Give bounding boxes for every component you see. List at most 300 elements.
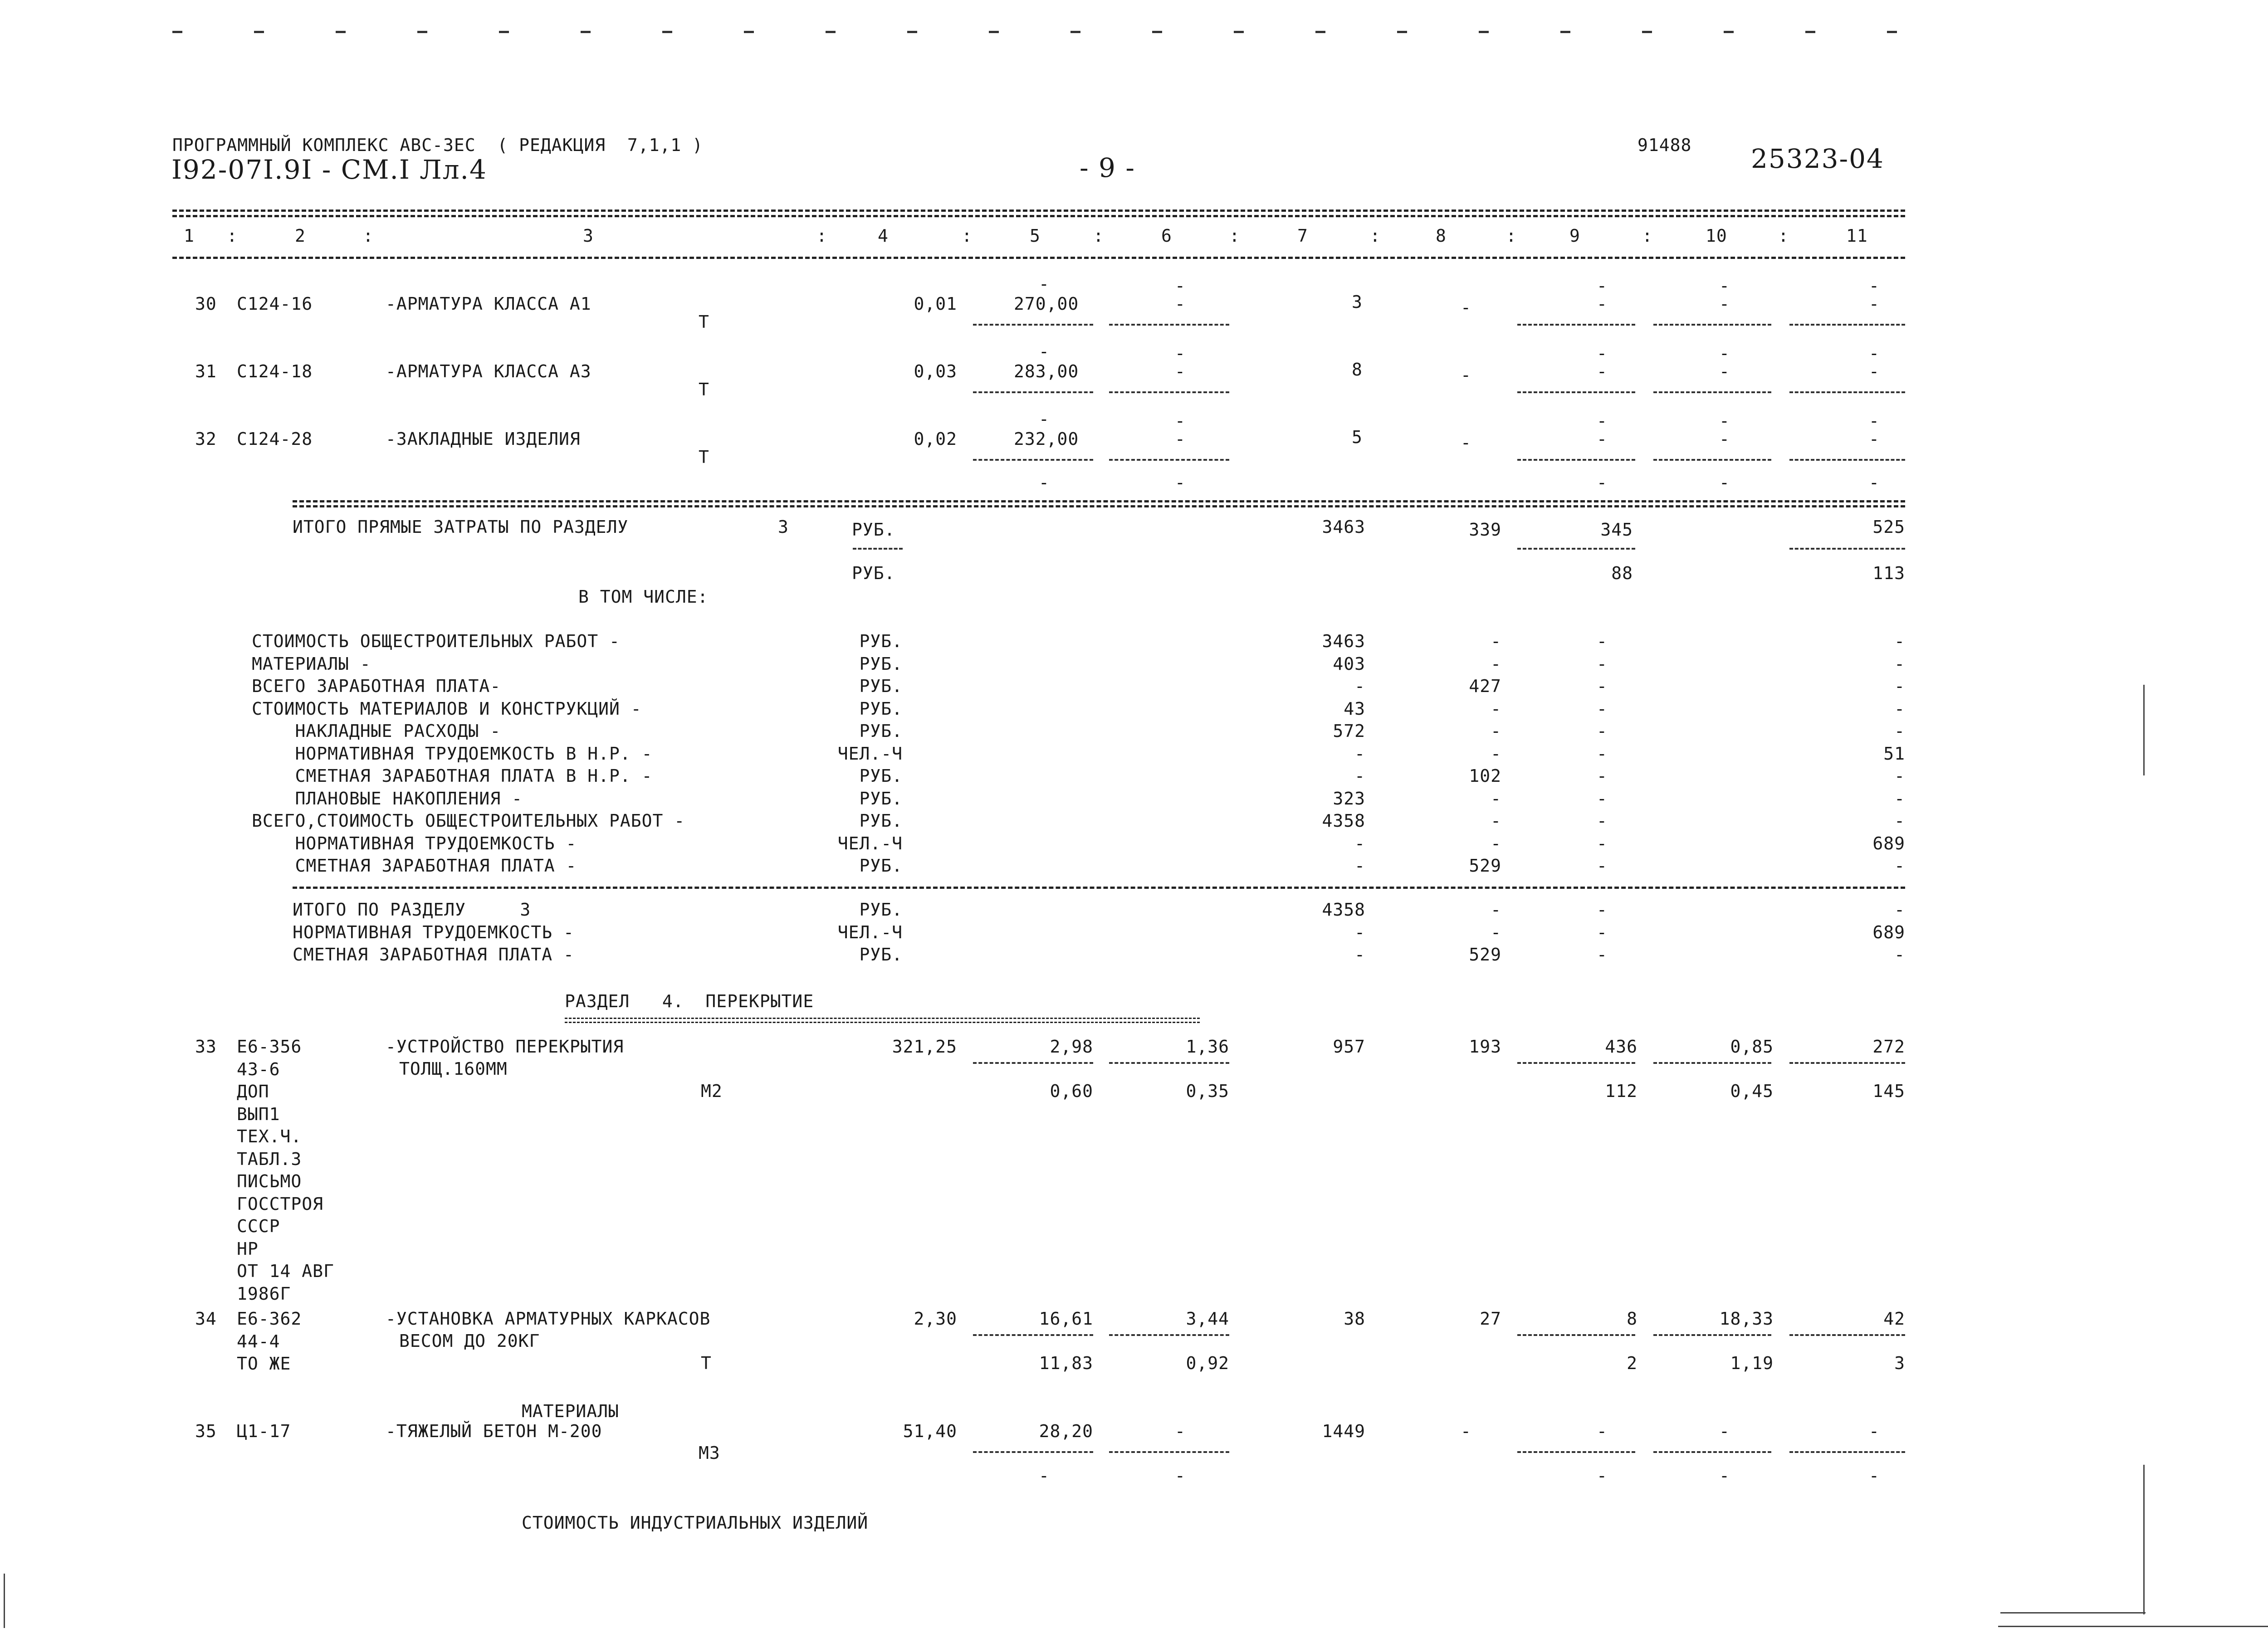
rule-short: [1109, 324, 1229, 326]
section-total-label: НОРМАТИВНАЯ ТРУДОЕМКОСТЬ -: [293, 922, 574, 942]
item-c5-b: -: [1039, 1466, 1050, 1486]
item-c5-b: 0,60: [1050, 1081, 1093, 1101]
item-code-line: Е6-356: [237, 1037, 302, 1057]
breakdown-c11: 689: [1872, 833, 1905, 853]
top-mark: [907, 31, 917, 33]
item-name: -УСТРОЙСТВО ПЕРЕКРЫТИЯ: [386, 1037, 624, 1057]
item-c7: 8: [1352, 360, 1363, 380]
item-c11-top: -: [1869, 343, 1880, 363]
item-code-line: ВЫП1: [237, 1104, 280, 1124]
item-number: 35: [195, 1421, 217, 1441]
column-header-7: 7: [1297, 226, 1308, 246]
breakdown-c9: -: [1597, 698, 1608, 719]
breakdown-c11: -: [1894, 721, 1905, 741]
breakdown-c9: -: [1597, 833, 1608, 853]
item-price: 270,00: [1014, 294, 1079, 314]
section-total-unit: РУБ.: [859, 900, 903, 920]
rule-short: [973, 324, 1093, 326]
section-4-title: РАЗДЕЛ 4. ПЕРЕКРЫТИЕ: [565, 991, 814, 1011]
item-c7: 957: [1333, 1037, 1365, 1057]
section-total-c8: 529: [1469, 945, 1501, 965]
item-c9: 8: [1627, 1309, 1637, 1329]
breakdown-unit: ЧЕЛ.-Ч: [837, 743, 903, 764]
breakdown-c11: -: [1894, 788, 1905, 809]
rule-short: [1789, 1451, 1905, 1453]
item-price: 283,00: [1014, 361, 1079, 381]
rule-short: [973, 1062, 1093, 1064]
breakdown-label: СМЕТНАЯ ЗАРАБОТНАЯ ПЛАТА В Н.Р. -: [252, 766, 653, 786]
breakdown-c11: 51: [1883, 743, 1905, 764]
item-code-line: ОТ 14 АВГ: [237, 1261, 334, 1281]
item-c11-top: -: [1869, 276, 1880, 296]
rule-total-2: [293, 505, 1905, 507]
item-unit: М2: [701, 1081, 723, 1101]
item-c10: 18,33: [1719, 1309, 1774, 1329]
section-total-label: ИТОГО ПО РАЗДЕЛУ 3: [293, 900, 531, 920]
total-direct-unit: РУБ.: [852, 520, 895, 540]
column-header-4: 4: [878, 226, 889, 246]
top-mark: [1397, 31, 1407, 33]
item-c7: 1449: [1322, 1421, 1365, 1441]
item-price: 232,00: [1014, 429, 1079, 449]
item-c11: -: [1869, 294, 1880, 314]
breakdown-c7: 323: [1333, 788, 1365, 809]
section-total-unit: РУБ.: [859, 945, 903, 965]
item-c10-b: 1,19: [1730, 1353, 1774, 1373]
top-mark: [1887, 31, 1897, 33]
column-separator: :: [1229, 226, 1240, 246]
section-total-c9: -: [1597, 945, 1608, 965]
column-header-9: 9: [1569, 226, 1580, 246]
item-c5-b: 11,83: [1039, 1353, 1093, 1373]
item-c10-b: -: [1719, 1466, 1730, 1486]
section-total-c9: -: [1597, 922, 1608, 942]
item-c10-top: -: [1719, 343, 1730, 363]
item-unit: Т: [701, 1353, 712, 1373]
rule-short: [1517, 548, 1635, 550]
item-c11: 272: [1872, 1037, 1905, 1057]
item-code-line: 44-4: [237, 1331, 280, 1351]
top-mark: [417, 31, 427, 33]
item-number: 33: [195, 1037, 217, 1057]
rule-short: [1789, 324, 1905, 326]
section-total-c11: -: [1894, 900, 1905, 920]
item-qty: 321,25: [892, 1037, 957, 1057]
breakdown-c7: -: [1354, 856, 1365, 876]
column-separator: :: [1778, 226, 1789, 246]
top-mark: [1152, 31, 1162, 33]
section-4-underline: [565, 1018, 1200, 1023]
item-number: 30: [195, 294, 217, 314]
rule-top: [172, 210, 1905, 212]
total-direct-c9-2: 88: [1611, 563, 1633, 583]
item-c8: -: [1461, 365, 1471, 385]
item-c9-b: 112: [1605, 1081, 1637, 1101]
page-number: - 9 -: [1080, 152, 1135, 183]
item-code-line: 43-6: [237, 1059, 280, 1079]
item-c9: -: [1597, 294, 1608, 314]
breakdown-label: ВСЕГО,СТОИМОСТЬ ОБЩЕСТРОИТЕЛЬНЫХ РАБОТ -: [252, 811, 685, 831]
item-qty: 0,03: [914, 361, 957, 381]
top-mark: [1315, 31, 1325, 33]
item-c9-b: 2: [1627, 1353, 1637, 1373]
item-c9-b: -: [1597, 1466, 1608, 1486]
breakdown-c8: -: [1491, 788, 1501, 809]
item-c11-b: 145: [1872, 1081, 1905, 1101]
item-qty: 0,01: [914, 294, 957, 314]
item-c8: 27: [1480, 1309, 1501, 1329]
breakdown-c9: -: [1597, 676, 1608, 696]
item-qty: 2,30: [914, 1309, 957, 1329]
item-c8: -: [1461, 297, 1471, 317]
breakdown-label: МАТЕРИАЛЫ -: [252, 653, 371, 674]
column-header-11: 11: [1846, 226, 1868, 246]
top-mark: [1560, 31, 1570, 33]
breakdown-c11: -: [1894, 676, 1905, 696]
column-separator: :: [1506, 226, 1517, 246]
top-mark: [1642, 31, 1652, 33]
column-separator: :: [227, 226, 238, 246]
item-c9-top: -: [1597, 276, 1608, 296]
top-mark: [989, 31, 999, 33]
total-direct-label: ИТОГО ПРЯМЫЕ ЗАТРАТЫ ПО РАЗДЕЛУ: [293, 517, 629, 537]
item-c5: 16,61: [1039, 1309, 1093, 1329]
breakdown-c7: 3463: [1322, 631, 1365, 651]
total-direct-unit-2: РУБ.: [852, 563, 895, 583]
edge-artifact: [2000, 1612, 2146, 1614]
breakdown-c7: 43: [1344, 698, 1365, 719]
item-number: 32: [195, 429, 217, 449]
column-separator: :: [816, 226, 827, 246]
breakdown-c8: 529: [1469, 856, 1501, 876]
rule-short: [1789, 1334, 1905, 1336]
item-c8: -: [1461, 1421, 1471, 1441]
item-c10-top: -: [1719, 411, 1730, 431]
breakdown-c7: -: [1354, 743, 1365, 764]
rule-short: [1517, 1062, 1635, 1064]
breakdown-label: ВСЕГО ЗАРАБОТНАЯ ПЛАТА-: [252, 676, 501, 696]
upper-bottom-c5: -: [1039, 473, 1050, 492]
rule-short: [1653, 391, 1771, 393]
item-c6: -: [1175, 1421, 1186, 1441]
rule-short: [973, 1451, 1093, 1453]
item-c7: 38: [1344, 1309, 1365, 1329]
item-c6: 3,44: [1186, 1309, 1229, 1329]
item-c11: 42: [1883, 1309, 1905, 1329]
item-name: -АРМАТУРА КЛАССА А1: [386, 294, 591, 314]
rule-short: [1789, 459, 1905, 461]
column-separator: :: [1093, 226, 1104, 246]
item-code-line: ДОП: [237, 1082, 269, 1102]
rule-top-2: [172, 215, 1905, 217]
document-code: I92-07I.9I - СМ.I Лл.4: [171, 154, 487, 185]
column-header-2: 2: [295, 226, 306, 246]
rule-short: [1789, 1062, 1905, 1064]
item-name-2: ТОЛЩ.160ММ: [399, 1059, 508, 1079]
top-mark: [581, 31, 591, 33]
rule-short: [1517, 459, 1635, 461]
item-c6: -: [1175, 361, 1186, 381]
rule-short: [1789, 391, 1905, 393]
rule-section-total: [293, 887, 1905, 889]
item-name: -УСТАНОВКА АРМАТУРНЫХ КАРКАСОВ: [386, 1309, 711, 1329]
top-mark: [1070, 31, 1080, 33]
breakdown-c8: 102: [1469, 766, 1501, 786]
item-c5: 28,20: [1039, 1421, 1093, 1441]
handwritten-number: 25323-04: [1751, 143, 1884, 174]
total-direct-section: 3: [778, 517, 789, 537]
top-mark: [336, 31, 346, 33]
top-mark: [1234, 31, 1244, 33]
item-price-top: -: [1039, 274, 1050, 294]
section-total-c7: 4358: [1322, 900, 1365, 920]
breakdown-unit: РУБ.: [859, 631, 903, 651]
column-header-5: 5: [1030, 226, 1041, 246]
item-number: 34: [195, 1309, 217, 1329]
breakdown-c7: 403: [1333, 653, 1365, 674]
top-mark: [826, 31, 836, 33]
rule-short: [853, 548, 903, 550]
item-c10: -: [1719, 361, 1730, 381]
item-c10: -: [1719, 429, 1730, 449]
item-c11-b: -: [1869, 1466, 1880, 1486]
breakdown-label: СТОИМОСТЬ ОБЩЕСТРОИТЕЛЬНЫХ РАБОТ -: [252, 631, 620, 651]
breakdown-c8: -: [1491, 743, 1501, 764]
item-c11: -: [1869, 429, 1880, 449]
rule-short: [973, 459, 1093, 461]
item-code-line: ТЕХ.Ч.: [237, 1126, 302, 1146]
breakdown-unit: РУБ.: [859, 721, 903, 741]
item-price-top: -: [1039, 341, 1050, 361]
column-header-10: 10: [1706, 226, 1727, 246]
column-separator: :: [962, 226, 973, 246]
item-code: С124-28: [237, 429, 313, 449]
breakdown-c11: -: [1894, 811, 1905, 831]
item-name: -ТЯЖЕЛЫЙ БЕТОН М-200: [386, 1421, 602, 1441]
rule-short: [1653, 459, 1771, 461]
item-c10-top: -: [1719, 276, 1730, 296]
edge-artifact: [1998, 1626, 2268, 1627]
breakdown-c8: -: [1491, 698, 1501, 719]
breakdown-c7: 4358: [1322, 811, 1365, 831]
program-line: ПРОГРАММНЫЙ КОМПЛЕКС АВС-ЗЕС ( РЕДАКЦИЯ 7,1,1 ): [172, 135, 704, 155]
breakdown-c9: -: [1597, 743, 1608, 764]
breakdown-c9: -: [1597, 766, 1608, 786]
breakdown-c8: -: [1491, 833, 1501, 853]
total-direct-c9: 345: [1600, 520, 1633, 540]
breakdown-unit: ЧЕЛ.-Ч: [837, 833, 903, 853]
item-name-2: ВЕСОМ ДО 20КГ: [399, 1331, 540, 1351]
item-c9: -: [1597, 361, 1608, 381]
breakdown-label: НОРМАТИВНАЯ ТРУДОЕМКОСТЬ В Н.Р. -: [252, 743, 653, 764]
item-c6-b: -: [1175, 1466, 1186, 1486]
item-qty: 51,40: [903, 1421, 957, 1441]
item-c10: -: [1719, 294, 1730, 314]
breakdown-c9: -: [1597, 721, 1608, 741]
section-total-c8: -: [1491, 900, 1501, 920]
total-direct-c8: 339: [1469, 520, 1501, 540]
top-mark: [499, 31, 509, 33]
item-code-line: 1986Г: [237, 1283, 291, 1304]
item-c9: -: [1597, 1421, 1608, 1441]
section-total-c8: -: [1491, 922, 1501, 942]
column-separator: :: [1642, 226, 1653, 246]
rule-short: [1653, 1334, 1771, 1336]
column-header-8: 8: [1436, 226, 1447, 246]
item-c10: -: [1719, 1421, 1730, 1441]
item-c6-top: -: [1175, 411, 1186, 431]
item-price-top: -: [1039, 409, 1050, 429]
breakdown-c11: -: [1894, 856, 1905, 876]
top-mark: [1479, 31, 1489, 33]
rule-short: [1109, 459, 1229, 461]
breakdown-c11: -: [1894, 766, 1905, 786]
total-direct-c11: 525: [1872, 517, 1905, 537]
footer-label: СТОИМОСТЬ ИНДУСТРИАЛЬНЫХ ИЗДЕЛИЙ: [522, 1513, 869, 1533]
breakdown-c8: -: [1491, 631, 1501, 651]
materials-label: МАТЕРИАЛЫ: [522, 1401, 619, 1421]
column-header-3: 3: [583, 226, 594, 246]
item-c11: -: [1869, 1421, 1880, 1441]
rule-short: [1109, 1062, 1229, 1064]
upper-bottom-c10: -: [1719, 473, 1730, 492]
item-c6-top: -: [1175, 343, 1186, 363]
rule-short: [1109, 1334, 1229, 1336]
item-code: Ц1-17: [237, 1421, 291, 1441]
top-mark: [662, 31, 672, 33]
item-code: С124-18: [237, 361, 313, 381]
item-c10-b: 0,45: [1730, 1081, 1774, 1101]
item-code-line: ТО ЖЕ: [237, 1354, 291, 1374]
including-label: В ТОМ ЧИСЛЕ:: [578, 587, 709, 607]
column-separator: :: [1370, 226, 1381, 246]
item-code-line: СССР: [237, 1216, 280, 1236]
edge-artifact: [4, 1574, 5, 1628]
document-number: 91488: [1637, 135, 1692, 155]
breakdown-unit: РУБ.: [859, 856, 903, 876]
breakdown-unit: РУБ.: [859, 811, 903, 831]
rule-short: [1653, 1062, 1771, 1064]
breakdown-label: ПЛАНОВЫЕ НАКОПЛЕНИЯ -: [252, 788, 523, 809]
breakdown-c7: -: [1354, 833, 1365, 853]
item-name: -ЗАКЛАДНЫЕ ИЗДЕЛИЯ: [386, 429, 581, 449]
breakdown-label: СМЕТНАЯ ЗАРАБОТНАЯ ПЛАТА -: [252, 856, 577, 876]
item-unit: Т: [699, 312, 709, 332]
section-total-c9: -: [1597, 900, 1608, 920]
item-c6: -: [1175, 429, 1186, 449]
total-direct-c7: 3463: [1322, 517, 1365, 537]
top-mark: [172, 31, 182, 33]
breakdown-unit: РУБ.: [859, 766, 903, 786]
breakdown-unit: РУБ.: [859, 698, 903, 719]
rule-short: [1653, 324, 1771, 326]
rule-short: [1517, 1334, 1635, 1336]
rule-total: [293, 500, 1905, 502]
item-code-line: ПИСЬМО: [237, 1171, 302, 1191]
breakdown-c9: -: [1597, 653, 1608, 674]
rule-short: [973, 391, 1093, 393]
rule-short: [1517, 391, 1635, 393]
item-c6-b: 0,35: [1186, 1081, 1229, 1101]
item-c6-top: -: [1175, 276, 1186, 296]
breakdown-c7: 572: [1333, 721, 1365, 741]
item-number: 31: [195, 361, 217, 381]
item-c8: 193: [1469, 1037, 1501, 1057]
top-mark: [254, 31, 264, 33]
top-mark: [1805, 31, 1815, 33]
column-separator: :: [363, 226, 374, 246]
breakdown-c9: -: [1597, 631, 1608, 651]
breakdown-label: НОРМАТИВНАЯ ТРУДОЕМКОСТЬ -: [252, 833, 577, 853]
breakdown-c11: -: [1894, 631, 1905, 651]
section-total-unit: ЧЕЛ.-Ч: [837, 922, 903, 942]
breakdown-label: НАКЛАДНЫЕ РАСХОДЫ -: [252, 721, 501, 741]
breakdown-c11: -: [1894, 653, 1905, 674]
item-unit: Т: [699, 447, 709, 467]
item-c6-b: 0,92: [1186, 1353, 1229, 1373]
item-unit: М3: [699, 1443, 720, 1463]
breakdown-c8: -: [1491, 721, 1501, 741]
breakdown-c8: 427: [1469, 676, 1501, 696]
breakdown-c9: -: [1597, 811, 1608, 831]
breakdown-unit: РУБ.: [859, 676, 903, 696]
breakdown-c8: -: [1491, 653, 1501, 674]
item-code-line: НР: [237, 1238, 259, 1259]
item-c11-b: 3: [1894, 1353, 1905, 1373]
rule-short: [1109, 391, 1229, 393]
section-total-label: СМЕТНАЯ ЗАРАБОТНАЯ ПЛАТА -: [293, 945, 574, 965]
item-name: -АРМАТУРА КЛАССА А3: [386, 361, 591, 381]
item-c7: 5: [1352, 427, 1363, 447]
breakdown-unit: РУБ.: [859, 653, 903, 674]
item-c9: -: [1597, 429, 1608, 449]
rule-short: [1109, 1451, 1229, 1453]
upper-bottom-c9: -: [1597, 473, 1608, 492]
breakdown-label: СТОИМОСТЬ МАТЕРИАЛОВ И КОНСТРУКЦИЙ -: [252, 698, 642, 719]
item-code: С124-16: [237, 294, 313, 314]
item-c6: -: [1175, 294, 1186, 314]
rule-short: [1653, 1451, 1771, 1453]
top-mark: [744, 31, 754, 33]
item-c9-top: -: [1597, 343, 1608, 363]
section-total-c7: -: [1354, 922, 1365, 942]
item-c11-top: -: [1869, 411, 1880, 431]
rule-short: [1517, 1451, 1635, 1453]
item-unit: Т: [699, 380, 709, 400]
breakdown-c9: -: [1597, 856, 1608, 876]
breakdown-c7: -: [1354, 766, 1365, 786]
breakdown-c8: -: [1491, 811, 1501, 831]
item-c9-top: -: [1597, 411, 1608, 431]
item-c11: -: [1869, 361, 1880, 381]
section-total-c11: 689: [1872, 922, 1905, 942]
item-c10: 0,85: [1730, 1037, 1774, 1057]
item-code-line: ТАБЛ.3: [237, 1149, 302, 1169]
item-qty: 0,02: [914, 429, 957, 449]
top-mark: [1724, 31, 1734, 33]
edge-artifact: [2143, 685, 2145, 775]
item-c8: -: [1461, 433, 1471, 453]
breakdown-c11: -: [1894, 698, 1905, 719]
column-header-6: 6: [1161, 226, 1172, 246]
breakdown-unit: РУБ.: [859, 788, 903, 809]
section-total-c7: -: [1354, 945, 1365, 965]
section-total-c11: -: [1894, 945, 1905, 965]
upper-bottom-c6: -: [1175, 473, 1186, 492]
item-c5: 2,98: [1050, 1037, 1093, 1057]
breakdown-c7: -: [1354, 676, 1365, 696]
item-code-line: ГОССТРОЯ: [237, 1194, 324, 1214]
